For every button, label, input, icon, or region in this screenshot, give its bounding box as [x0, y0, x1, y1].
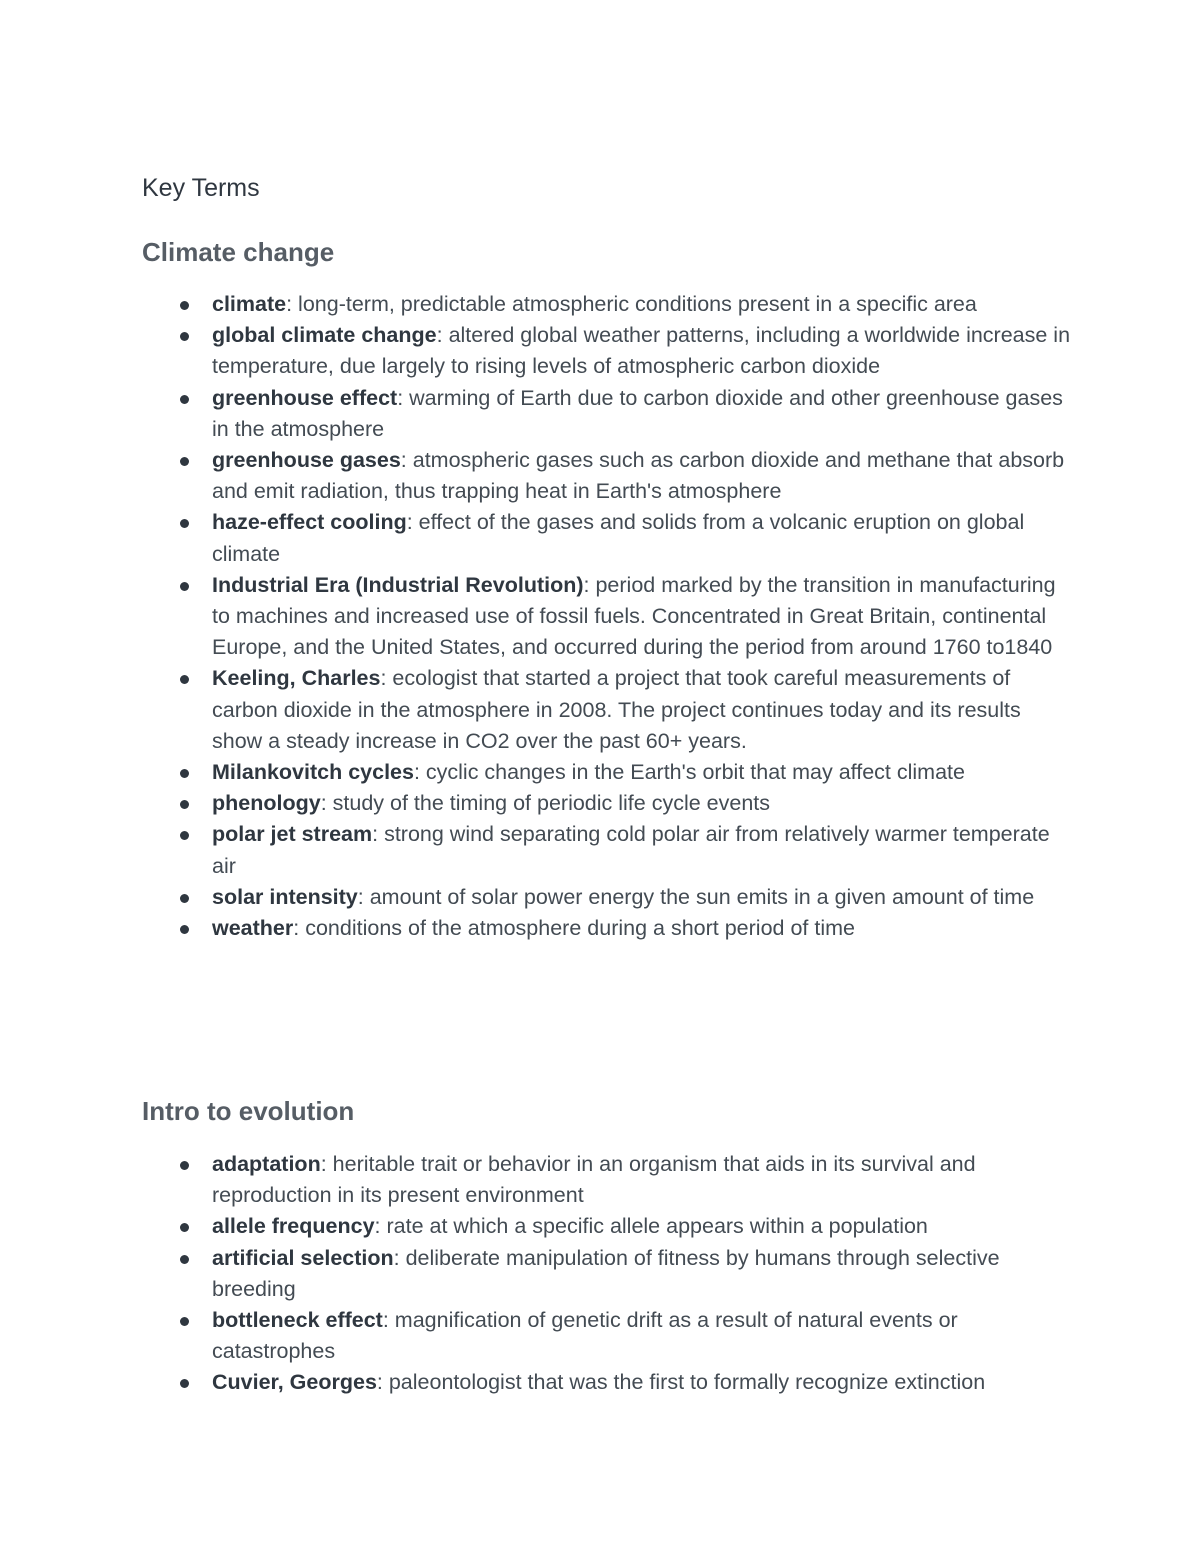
- list-item: [142, 507, 1072, 569]
- section-heading-climate-change: Climate change: [142, 237, 335, 267]
- list-item: [142, 289, 1072, 320]
- bullet-icon: [180, 519, 189, 528]
- term: Cuvier, Georges: [212, 1370, 377, 1395]
- bullet-icon: [180, 769, 189, 778]
- bullet-icon: [180, 1161, 189, 1170]
- definition: : study of the timing of periodic life cycle events: [320, 791, 771, 816]
- term: climate: [212, 292, 287, 316]
- definition: : amount of solar power energy the sun emits in a given amount of time: [357, 884, 1035, 909]
- bullet-icon: [180, 301, 189, 310]
- bullet-icon: [180, 894, 189, 903]
- definition: : warming of Earth due to carbon dioxide and other greenhouse gases in the atmosphere: [212, 385, 1063, 441]
- list-item: [142, 882, 1072, 913]
- list-item: [142, 913, 1072, 944]
- definition: : conditions of the atmosphere during a short period of time: [293, 916, 855, 941]
- term-list-climate-change: [142, 289, 1072, 944]
- definition: : heritable trait or behavior in an organism that aids in its survival and reproduction in its present environment: [212, 1152, 976, 1208]
- term: Keeling, Charles: [212, 666, 381, 691]
- term: phenology: [212, 791, 321, 816]
- list-item: [142, 1149, 1072, 1211]
- list-item: [142, 819, 1072, 881]
- document-title: Key Terms: [142, 174, 260, 202]
- bullet-icon: [180, 675, 189, 684]
- term-list-intro-to-evolution: [142, 1149, 1072, 1399]
- list-item: [142, 663, 1072, 757]
- list-item: [142, 757, 1072, 788]
- definition: : ecologist that started a project that took careful measurements of carbon dioxide in the atmosphere in 2008. The project continues today and its results show a steady increase in CO2 over the past 60+ years.: [212, 666, 1021, 753]
- definition: : strong wind separating cold polar air from relatively warmer temperate air: [212, 822, 1050, 878]
- bullet-icon: [180, 1379, 189, 1388]
- term: greenhouse gases: [212, 448, 401, 473]
- bullet-icon: [180, 332, 189, 341]
- term: adaptation: [212, 1152, 321, 1176]
- definition: : long-term, predictable atmospheric conditions present in a specific area: [286, 292, 977, 316]
- term: Industrial Era (Industrial Revolution): [212, 572, 584, 597]
- list-item: [142, 788, 1072, 819]
- term: haze-effect cooling: [212, 510, 407, 535]
- bullet-icon: [180, 831, 189, 840]
- section-heading-intro-to-evolution: Intro to evolution: [142, 1096, 355, 1126]
- term: artificial selection: [212, 1245, 394, 1270]
- term: greenhouse effect: [212, 385, 398, 410]
- term: polar jet stream: [212, 822, 373, 847]
- definition: : paleontologist that was the first to formally recognize extinction: [376, 1370, 986, 1395]
- bullet-icon: [180, 457, 189, 466]
- definition: : rate at which a specific allele appears within a population: [374, 1214, 928, 1239]
- definition: : period marked by the transition in manufacturing to machines and increased use of fossil fuels. Concentrated in Great Britain, continental Europe, and the United States, and occurred during the period from around 1760 to1840: [212, 572, 1056, 660]
- list-item: [142, 445, 1072, 507]
- term: allele frequency: [212, 1214, 375, 1239]
- list-item: [142, 320, 1072, 382]
- term: solar intensity: [212, 884, 358, 909]
- list-item: [142, 1305, 1072, 1367]
- bullet-icon: [180, 582, 189, 591]
- bullet-icon: [180, 1255, 189, 1264]
- list-item: [142, 1243, 1072, 1305]
- definition: : altered global weather patterns, including a worldwide increase in temperature, due largely to rising levels of atmospheric carbon dioxide: [212, 323, 1071, 379]
- definition: : atmospheric gases such as carbon dioxide and methane that absorb and emit radiation, thus trapping heat in Earth's atmosphere: [212, 448, 1065, 504]
- list-item: [142, 1367, 1072, 1398]
- list-item: [142, 570, 1072, 664]
- definition: : cyclic changes in the Earth's orbit that may affect climate: [413, 760, 965, 785]
- list-item: [142, 383, 1072, 445]
- bullet-icon: [180, 925, 189, 934]
- bullet-icon: [180, 1317, 189, 1326]
- definition: : effect of the gases and solids from a volcanic eruption on global climate: [212, 510, 1025, 566]
- definition: : deliberate manipulation of fitness by humans through selective breeding: [212, 1245, 1000, 1301]
- bullet-icon: [180, 1223, 189, 1232]
- term: global climate change: [212, 323, 437, 348]
- list-item: [142, 1211, 1072, 1242]
- bullet-icon: [180, 395, 189, 404]
- bullet-icon: [180, 800, 189, 809]
- definition: : magnification of genetic drift as a result of natural events or catastrophes: [212, 1308, 958, 1364]
- term: weather: [212, 916, 294, 941]
- term: bottleneck effect: [212, 1308, 383, 1333]
- term: Milankovitch cycles: [212, 760, 414, 785]
